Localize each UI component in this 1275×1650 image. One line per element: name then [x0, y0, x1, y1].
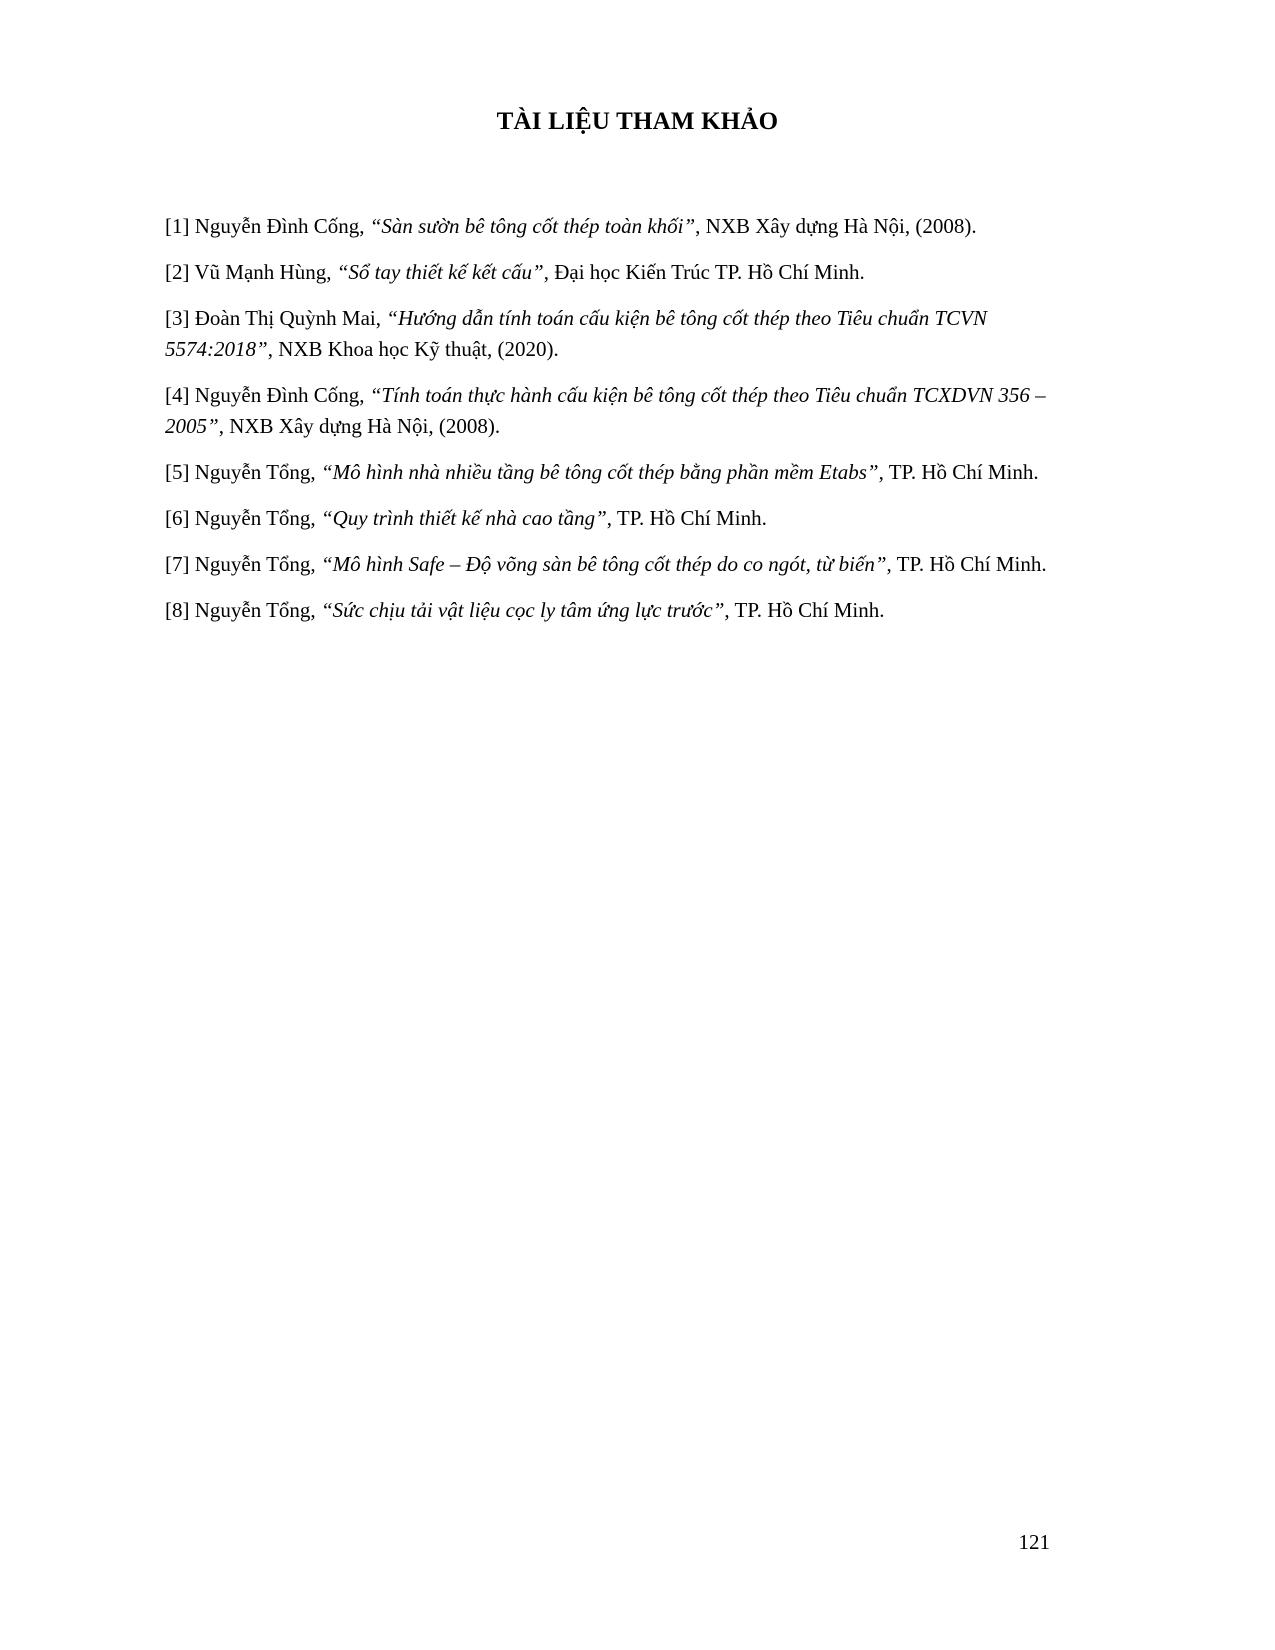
reference-publisher: , TP. Hồ Chí Minh. [886, 552, 1047, 576]
reference-publisher: , NXB Xây dựng Hà Nội, (2008). [218, 414, 501, 438]
reference-item [165, 303, 1055, 365]
reference-item [165, 257, 1055, 288]
reference-item [165, 595, 1055, 626]
reference-title: “Mô hình Safe – Độ võng sàn bê tông cốt thép do co ngót, từ biến” [320, 552, 887, 576]
reference-number: [6] [165, 506, 190, 530]
reference-publisher: , TP. Hồ Chí Minh. [724, 598, 885, 622]
reference-item [165, 457, 1055, 488]
reference-title: “Quy trình thiết kế nhà cao tầng” [320, 506, 607, 530]
reference-publisher: , NXB Khoa học Kỹ thuật, (2020). [267, 337, 559, 361]
reference-number: [3] [165, 306, 190, 330]
reference-number: [1] [165, 214, 190, 238]
reference-author: Vũ Mạnh Hùng, [194, 260, 337, 284]
reference-number: [7] [165, 552, 190, 576]
reference-author: Đoàn Thị Quỳnh Mai, [194, 306, 387, 330]
reference-item [165, 503, 1055, 534]
reference-publisher: , TP. Hồ Chí Minh. [606, 506, 767, 530]
reference-number: [8] [165, 598, 190, 622]
page-number: 121 [1018, 1530, 1050, 1554]
reference-title: “Sàn sườn bê tông cốt thép toàn khối” [369, 214, 696, 238]
reference-item [165, 549, 1055, 580]
reference-publisher: , Đại học Kiến Trúc TP. Hồ Chí Minh. [543, 260, 865, 284]
reference-publisher: , NXB Xây dựng Hà Nội, (2008). [695, 214, 977, 238]
reference-author: Nguyễn Đình Cống, [194, 383, 370, 407]
reference-title: “Tính toán thực hành cấu kiện bê tông cốt thép theo Tiêu chuẩn TCXDVN 356 – 2005” [165, 383, 1046, 438]
page-title: TÀI LIỆU THAM KHẢO [496, 108, 779, 135]
reference-author: Nguyễn Tổng, [194, 598, 321, 622]
reference-publisher: , TP. Hồ Chí Minh. [878, 460, 1039, 484]
reference-number: [2] [165, 260, 190, 284]
reference-number: [4] [165, 383, 190, 407]
reference-title: “Sổ tay thiết kế kết cấu” [336, 260, 544, 284]
reference-item [165, 380, 1055, 442]
reference-title: “Mô hình nhà nhiều tầng bê tông cốt thép bằng phần mềm Etabs” [320, 460, 879, 484]
reference-number: [5] [165, 460, 190, 484]
reference-list [165, 211, 1055, 641]
reference-title: “Hướng dẫn tính toán cấu kiện bê tông cốt thép theo Tiêu chuẩn TCVN 5574:2018” [165, 306, 987, 361]
reference-item [165, 211, 1055, 242]
reference-title: “Sức chịu tải vật liệu cọc ly tâm ứng lực trước” [320, 598, 725, 622]
reference-author: Nguyễn Tổng, [194, 506, 321, 530]
reference-author: Nguyễn Tổng, [194, 552, 321, 576]
reference-author: Nguyễn Đình Cống, [194, 214, 370, 238]
reference-author: Nguyễn Tổng, [194, 460, 321, 484]
